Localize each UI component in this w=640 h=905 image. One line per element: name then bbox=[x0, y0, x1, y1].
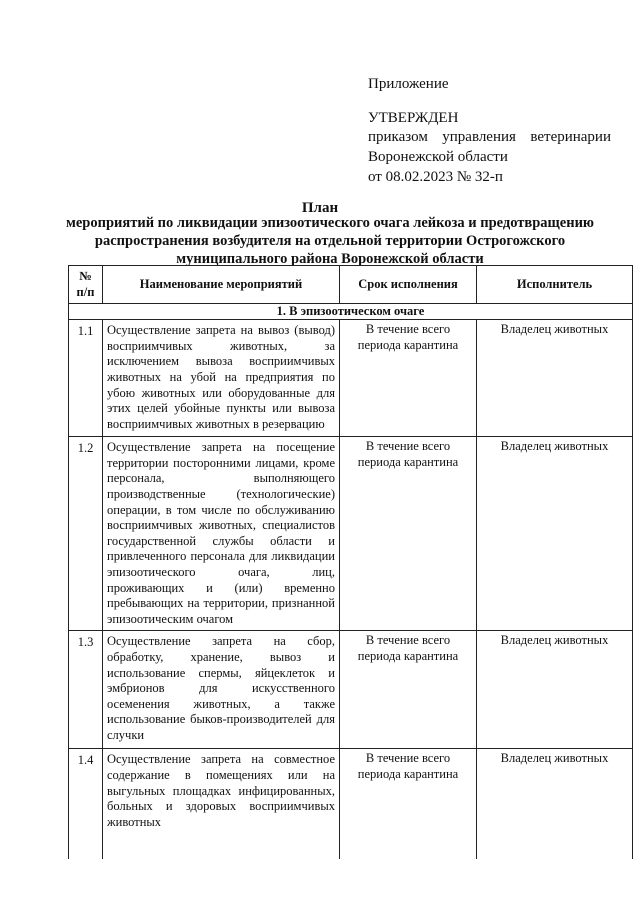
measures-table bbox=[68, 265, 633, 859]
header-term: Срок исполнения bbox=[340, 266, 477, 304]
row-executor: Владелец животных bbox=[477, 437, 633, 631]
table-row bbox=[69, 437, 633, 631]
row-name: Осуществление запрета на вывоз (вывод) восприимчивых животных, за исключением вывоза восприимчивых животных на убой на предприятия по убою животных или оборудованные для этих целей убойные пункты или вывоза восприимчивых животных в резервацию bbox=[103, 320, 340, 437]
table-row bbox=[69, 320, 633, 437]
row-executor: Владелец животных bbox=[477, 749, 633, 859]
table-row bbox=[69, 631, 633, 749]
row-term: В течение всего периода карантина bbox=[340, 749, 477, 859]
row-executor: Владелец животных bbox=[477, 320, 633, 437]
section-row bbox=[69, 304, 633, 320]
table-header-row bbox=[69, 266, 633, 304]
header-num: № п/п bbox=[69, 266, 103, 304]
row-executor: Владелец животных bbox=[477, 631, 633, 749]
row-term: В течение всего периода карантина bbox=[340, 320, 477, 437]
plan-title: План bbox=[301, 200, 339, 216]
row-name: Осуществление запрета на посещение территории посторонними лицами, кроме персонала, выполняющего производственные (технологические) операции, в том числе по обслуживанию восприимчивых животных, специалистов государственной службы области и привлеченного персонала для ликвидации эпизоотического очага, лиц, проживающих и (или) временно пребывающих на территории, признанной эпизоотическим очагом bbox=[103, 437, 340, 631]
row-term: В течение всего периода карантина bbox=[340, 437, 477, 631]
row-name: Осуществление запрета на сбор, обработку, хранение, вывоз и использование спермы, яйцеклеток и эмбрионов для искусственного осеменения животных, а также использование быков-производителей для случки bbox=[103, 631, 340, 749]
plan-subtitle: мероприятий по ликвидации эпизоотического очага лейкоза и предотвращению распространения возбудителя на отдельной территории Острогожского муниципального района Воронежской области bbox=[65, 215, 595, 267]
approval-date: от 08.02.2023 № 32-п bbox=[368, 169, 503, 185]
approval-order: приказом управления ветеринарии bbox=[368, 129, 611, 145]
header-executor: Исполнитель bbox=[477, 266, 633, 304]
row-num: 1.4 bbox=[69, 749, 103, 859]
approval-title: УТВЕРЖДЕН bbox=[368, 110, 459, 126]
row-num: 1.1 bbox=[69, 320, 103, 437]
header-name: Наименование мероприятий bbox=[103, 266, 340, 304]
row-num: 1.2 bbox=[69, 437, 103, 631]
appendix-label: Приложение bbox=[368, 76, 449, 92]
row-term: В течение всего периода карантина bbox=[340, 631, 477, 749]
table-row bbox=[69, 749, 633, 859]
row-name: Осуществление запрета на совместное содержание в помещениях или на выгульных площадках инфицированных, больных и здоровых восприимчивых животных bbox=[103, 749, 340, 859]
row-num: 1.3 bbox=[69, 631, 103, 749]
approval-region: Воронежской области bbox=[368, 149, 508, 165]
section-title: 1. В эпизоотическом очаге bbox=[69, 304, 633, 320]
